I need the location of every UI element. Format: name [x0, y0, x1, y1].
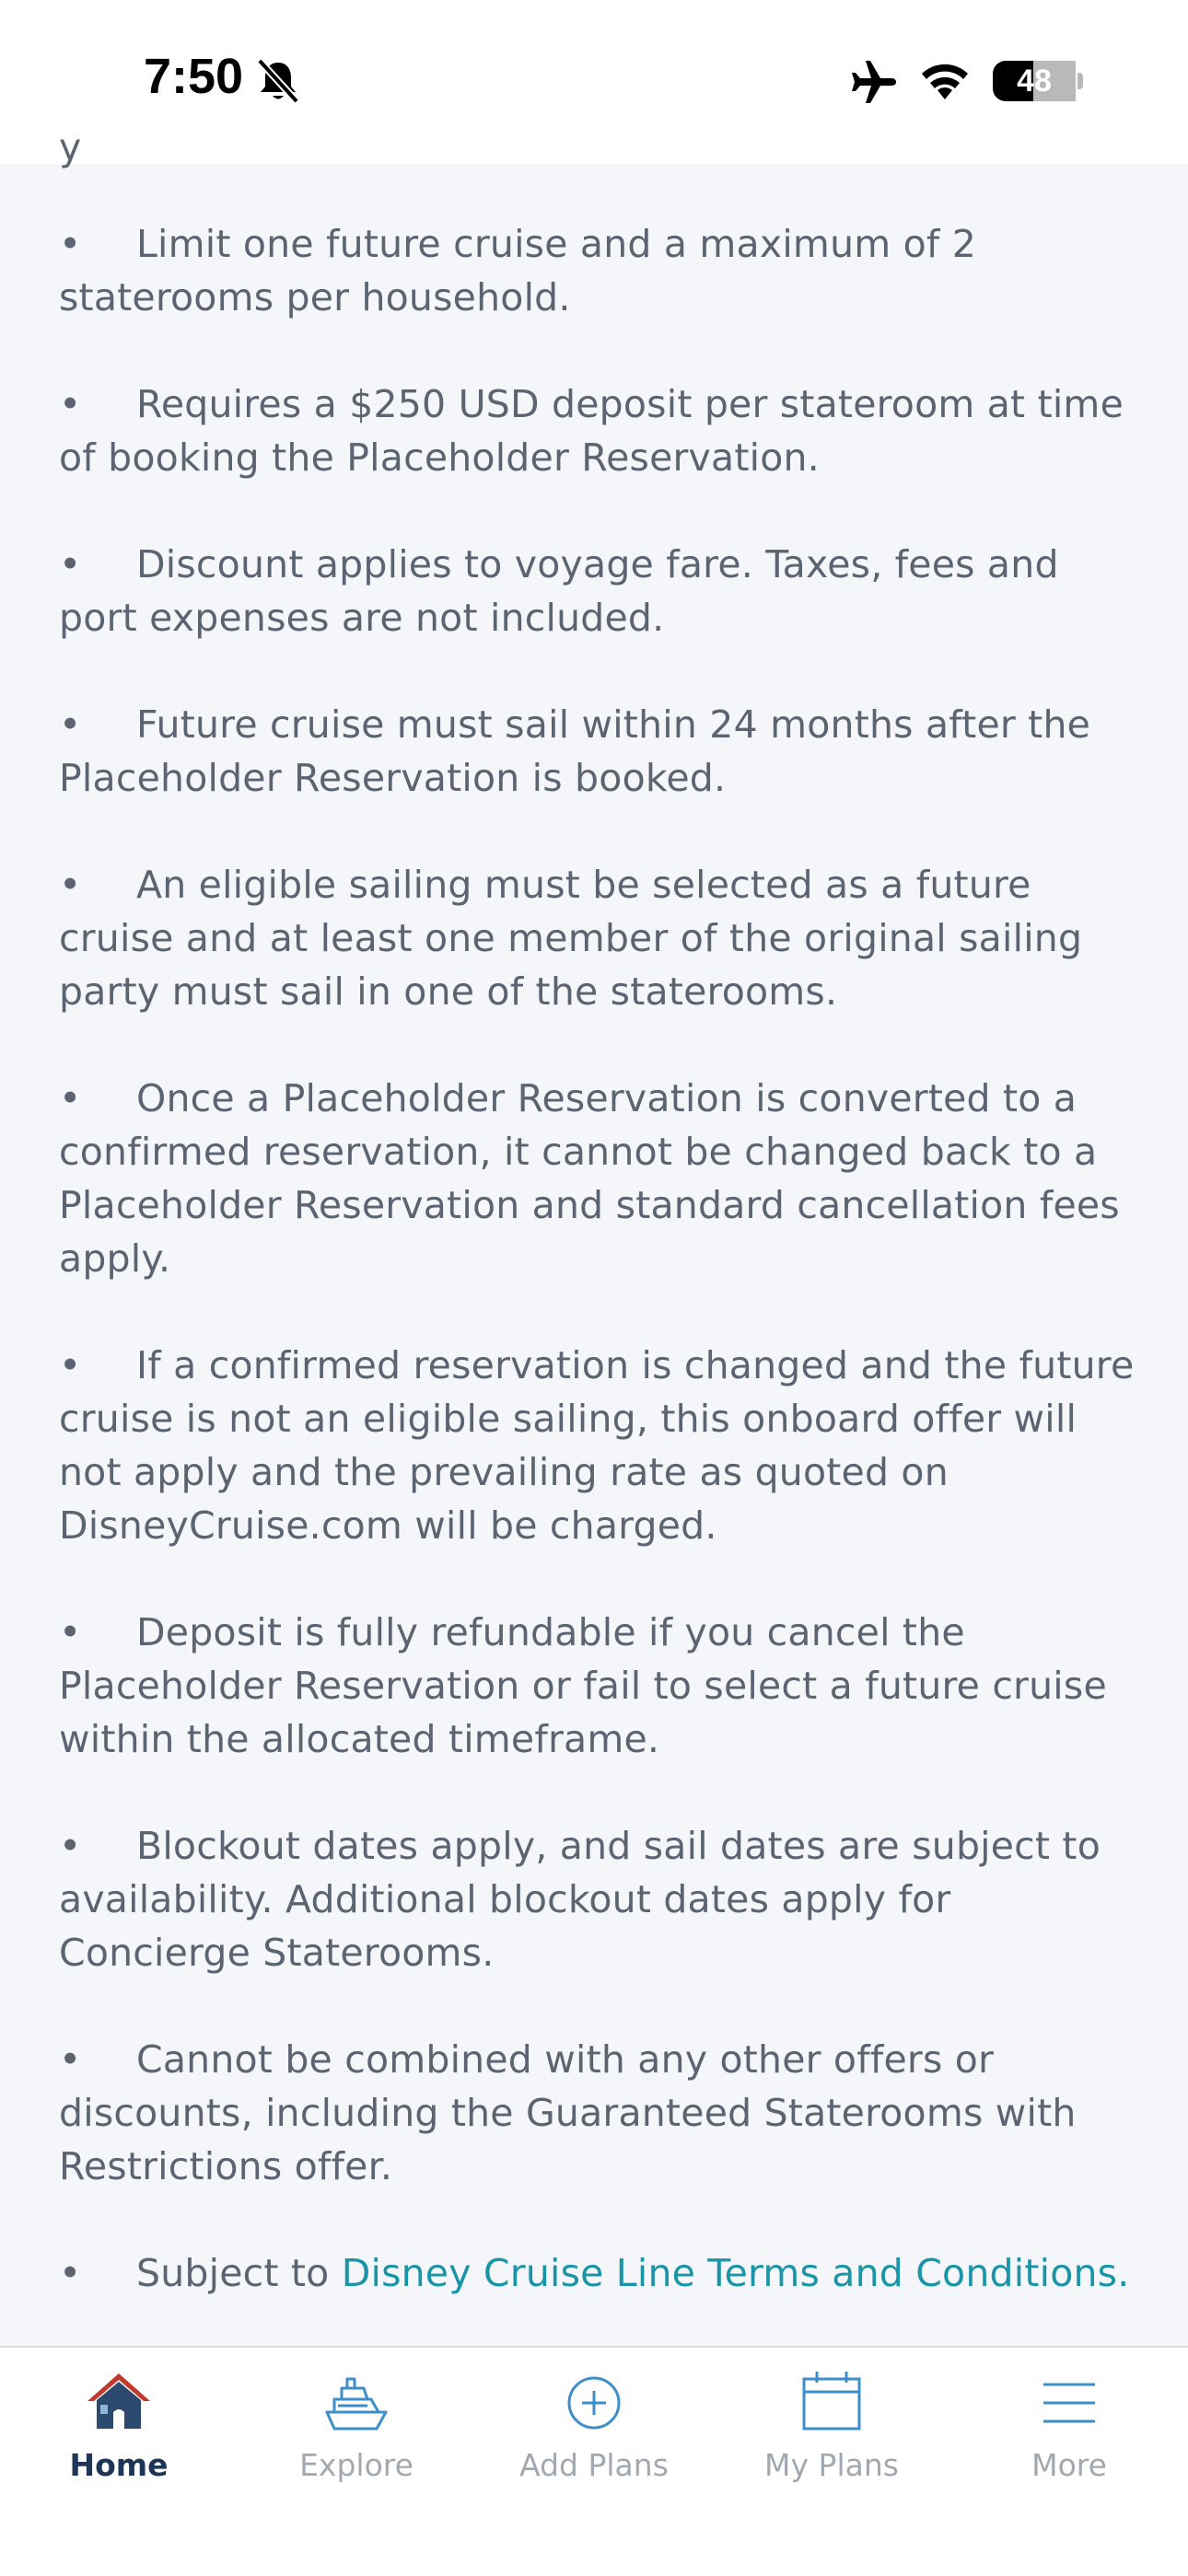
bullet: •	[59, 1610, 82, 1654]
term-text: Subject to	[136, 2251, 330, 2295]
tab-label: Add Plans	[519, 2447, 669, 2483]
bullet: •	[59, 382, 82, 426]
term-item	[59, 377, 1136, 484]
term-item	[59, 858, 1136, 1018]
battery-level: 48	[1017, 64, 1052, 99]
bullet: •	[59, 1824, 82, 1868]
term-item	[59, 1606, 1136, 1766]
bullet: •	[59, 1076, 82, 1120]
tab-label: More	[1031, 2447, 1107, 2483]
term-item	[59, 1819, 1136, 1979]
status-bar	[0, 0, 1188, 164]
terms-and-conditions-link[interactable]: Disney Cruise Line Terms and Conditions.	[341, 2251, 1130, 2295]
tab-label: Explore	[299, 2447, 413, 2483]
tab-explore[interactable]	[238, 2348, 475, 2513]
tab-my-plans[interactable]	[713, 2348, 950, 2513]
term-text: Limit one future cruise and a maximum of 2 staterooms per household.	[59, 222, 977, 319]
term-text: Discount applies to voyage fare. Taxes, fees and port expenses are not included.	[59, 542, 1059, 640]
battery-indicator	[993, 61, 1076, 101]
term-text: Cannot be combined with any other offers or discounts, including the Guaranteed Staterooms with Restrictions offer.	[59, 2037, 1077, 2188]
tab-add-plans[interactable]	[475, 2348, 713, 2513]
bullet: •	[59, 222, 82, 266]
term-text: Requires a $250 USD deposit per stateroom at time of booking the Placeholder Reservation.	[59, 382, 1124, 480]
bottom-tab-bar	[0, 2346, 1188, 2576]
term-item	[59, 217, 1136, 324]
terms-content[interactable]	[0, 125, 1188, 2346]
silent-bell-icon	[254, 57, 302, 105]
bullet: •	[59, 2037, 82, 2082]
bullet: •	[59, 702, 82, 747]
partial-text-line: y	[59, 125, 82, 169]
bullet: •	[59, 1343, 82, 1387]
menu-icon	[1032, 2366, 1106, 2440]
term-item-terms-link	[59, 2246, 1136, 2300]
terms-list	[59, 217, 1136, 2353]
term-item	[59, 698, 1136, 805]
term-item	[59, 1339, 1136, 1552]
term-text: Once a Placeholder Reservation is converted to a confirmed reservation, it cannot be changed back to a Placeholder Reservation and standard cancellation fees apply.	[59, 1076, 1120, 1281]
tab-label: My Plans	[764, 2447, 899, 2483]
battery-tip	[1077, 73, 1083, 89]
term-text: Deposit is fully refundable if you cancel the Placeholder Reservation or fail to select a future cruise within the allocated timeframe.	[59, 1610, 1107, 1761]
bullet: •	[59, 542, 82, 586]
calendar-icon	[795, 2366, 868, 2440]
airplane-icon	[849, 57, 899, 107]
tab-more[interactable]	[950, 2348, 1188, 2513]
term-item	[59, 2033, 1136, 2193]
term-text: An eligible sailing must be selected as a future cruise and at least one member of the original sailing party must sail in one of the staterooms.	[59, 863, 1083, 1014]
wifi-icon	[917, 59, 973, 101]
tab-label: Home	[69, 2447, 169, 2483]
status-time: 7:50	[144, 49, 244, 104]
term-text: If a confirmed reservation is changed and the future cruise is not an eligible sailing, this onboard offer will not apply and the prevailing rate as quoted on DisneyCruise.com will be charged.	[59, 1343, 1135, 1548]
bullet: •	[59, 2251, 82, 2295]
ship-icon	[320, 2366, 393, 2440]
plus-circle-icon	[557, 2366, 631, 2440]
tab-home[interactable]	[0, 2348, 238, 2513]
term-item	[59, 538, 1136, 644]
term-text: Future cruise must sail within 24 months after the Placeholder Reservation is booked.	[59, 702, 1091, 800]
bullet: •	[59, 863, 82, 907]
term-item	[59, 1072, 1136, 1285]
home-icon	[82, 2366, 156, 2440]
term-text: Blockout dates apply, and sail dates are subject to availability. Additional blockout dates apply for Concierge Staterooms.	[59, 1824, 1101, 1975]
